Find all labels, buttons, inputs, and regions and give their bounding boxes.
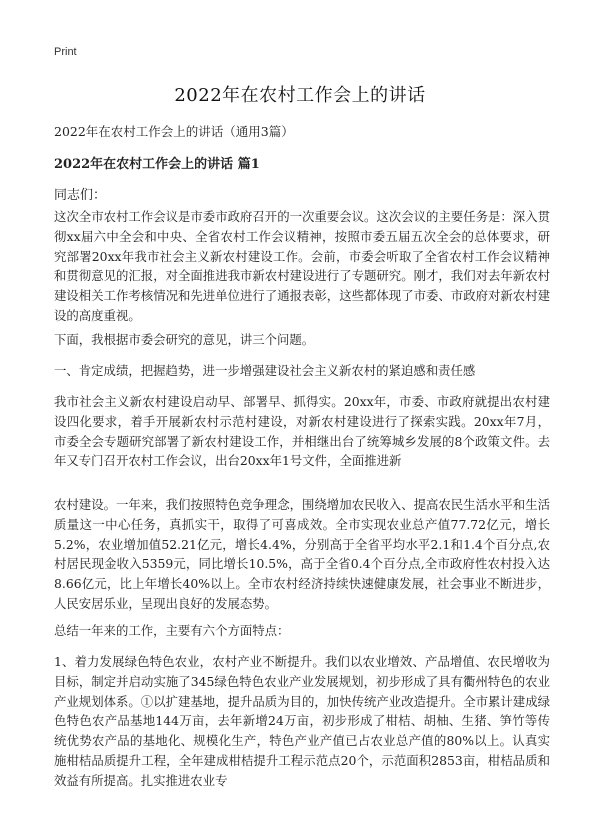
print-label: Print [54, 46, 77, 58]
page-title: 2022年在农村工作会上的讲话 [174, 85, 426, 106]
paragraph-background: 我市社会主义新农村建设启动早、部署早、抓得实。20xx年，市委、市政府就提出农村建设四化要求，着手开展新农村示范村建设，对新农村建设进行了探索实践。20xx年7月，市委全会专题研究部署了新农村建设工作，并相继出台了统筹城乡发展的8个政策文件。去年又专门召开农村工作会议，出台20xx年1号文件，全面推进新 [54, 394, 550, 469]
paragraph-part-one-heading: 一、肯定成绩，把握趋势，进一步增强建设社会主义新农村的紧迫感和责任感 [54, 363, 476, 378]
paragraph-summary: 总结一年来的工作，主要有六个方面特点： [54, 623, 290, 638]
paragraph-intro: 这次全市农村工作会议是市委市政府召开的一次重要会议。这次会议的主要任务是：深入贯彻xx届六中全会和中央、全省农村工作会议精神，按照市委五届五次全会的总体要求，研究部署20xx年我市社会主义新农村建设工作。会前，市委会听取了全省农村工作会议精神和贯彻意见的汇报，对全面推进我市新农村建设进行了专题研究。刚才，我们对去年新农村建设相关工作考核情况和先进单位进行了通报表彰，这些都体现了市委、市政府对新农村建设的高度重视。 [54, 209, 550, 323]
paragraph-outline: 下面，我根据市委会研究的意见，讲三个问题。 [54, 332, 315, 347]
document-subtitle: 2022年在农村工作会上的讲话（通用3篇） [54, 124, 294, 139]
section-heading: 2022年在农村工作会上的讲话 篇1 [54, 157, 260, 172]
paragraph-achievements: 农村建设。一年来，我们按照特色竞争理念，围绕增加农民收入、提高农民生活水平和生活质量这一中心任务，真抓实干，取得了可喜成效。全市实现农业总产值77.72亿元，增长5.2%，农业增加值52.21亿元，增长4.4%，分别高于全省平均水平2.1和1.4个百分点,农村居民现金收入5359元，同比增长10.5%，高于全省0.4个百分点,全市政府性农村投入达8.66亿元，比上年增长40%以上。全市农村经济持续快速健康发展，社会事业不断进步，人民安居乐业，呈现出良好的发展态势。 [54, 497, 550, 611]
greeting: 同志们： [54, 188, 107, 203]
paragraph-point-one: 1、着力发展绿色特色农业，农村产业不断提升。我们以农业增效、产品增值、农民增收为目标，制定并启动实施了345绿色特色农业产业发展规划，初步形成了具有衢州特色的农业产业规划体系。①以扩建基地，提升品质为目的，加快传统产业改造提升。全市累计建成绿色特色农产品基地144万亩，去年新增24万亩，初步形成了柑桔、胡柚、生猪、笋竹等传统优势农产品的基地化、规模化生产，特色产业产值已占农业总产值的80%以上。认真实施柑桔品质提升工程，全年建成柑桔提升工程示范点20个，示范面积2853亩，柑桔品质和效益有所提高。扎实推进农业专 [54, 654, 550, 788]
